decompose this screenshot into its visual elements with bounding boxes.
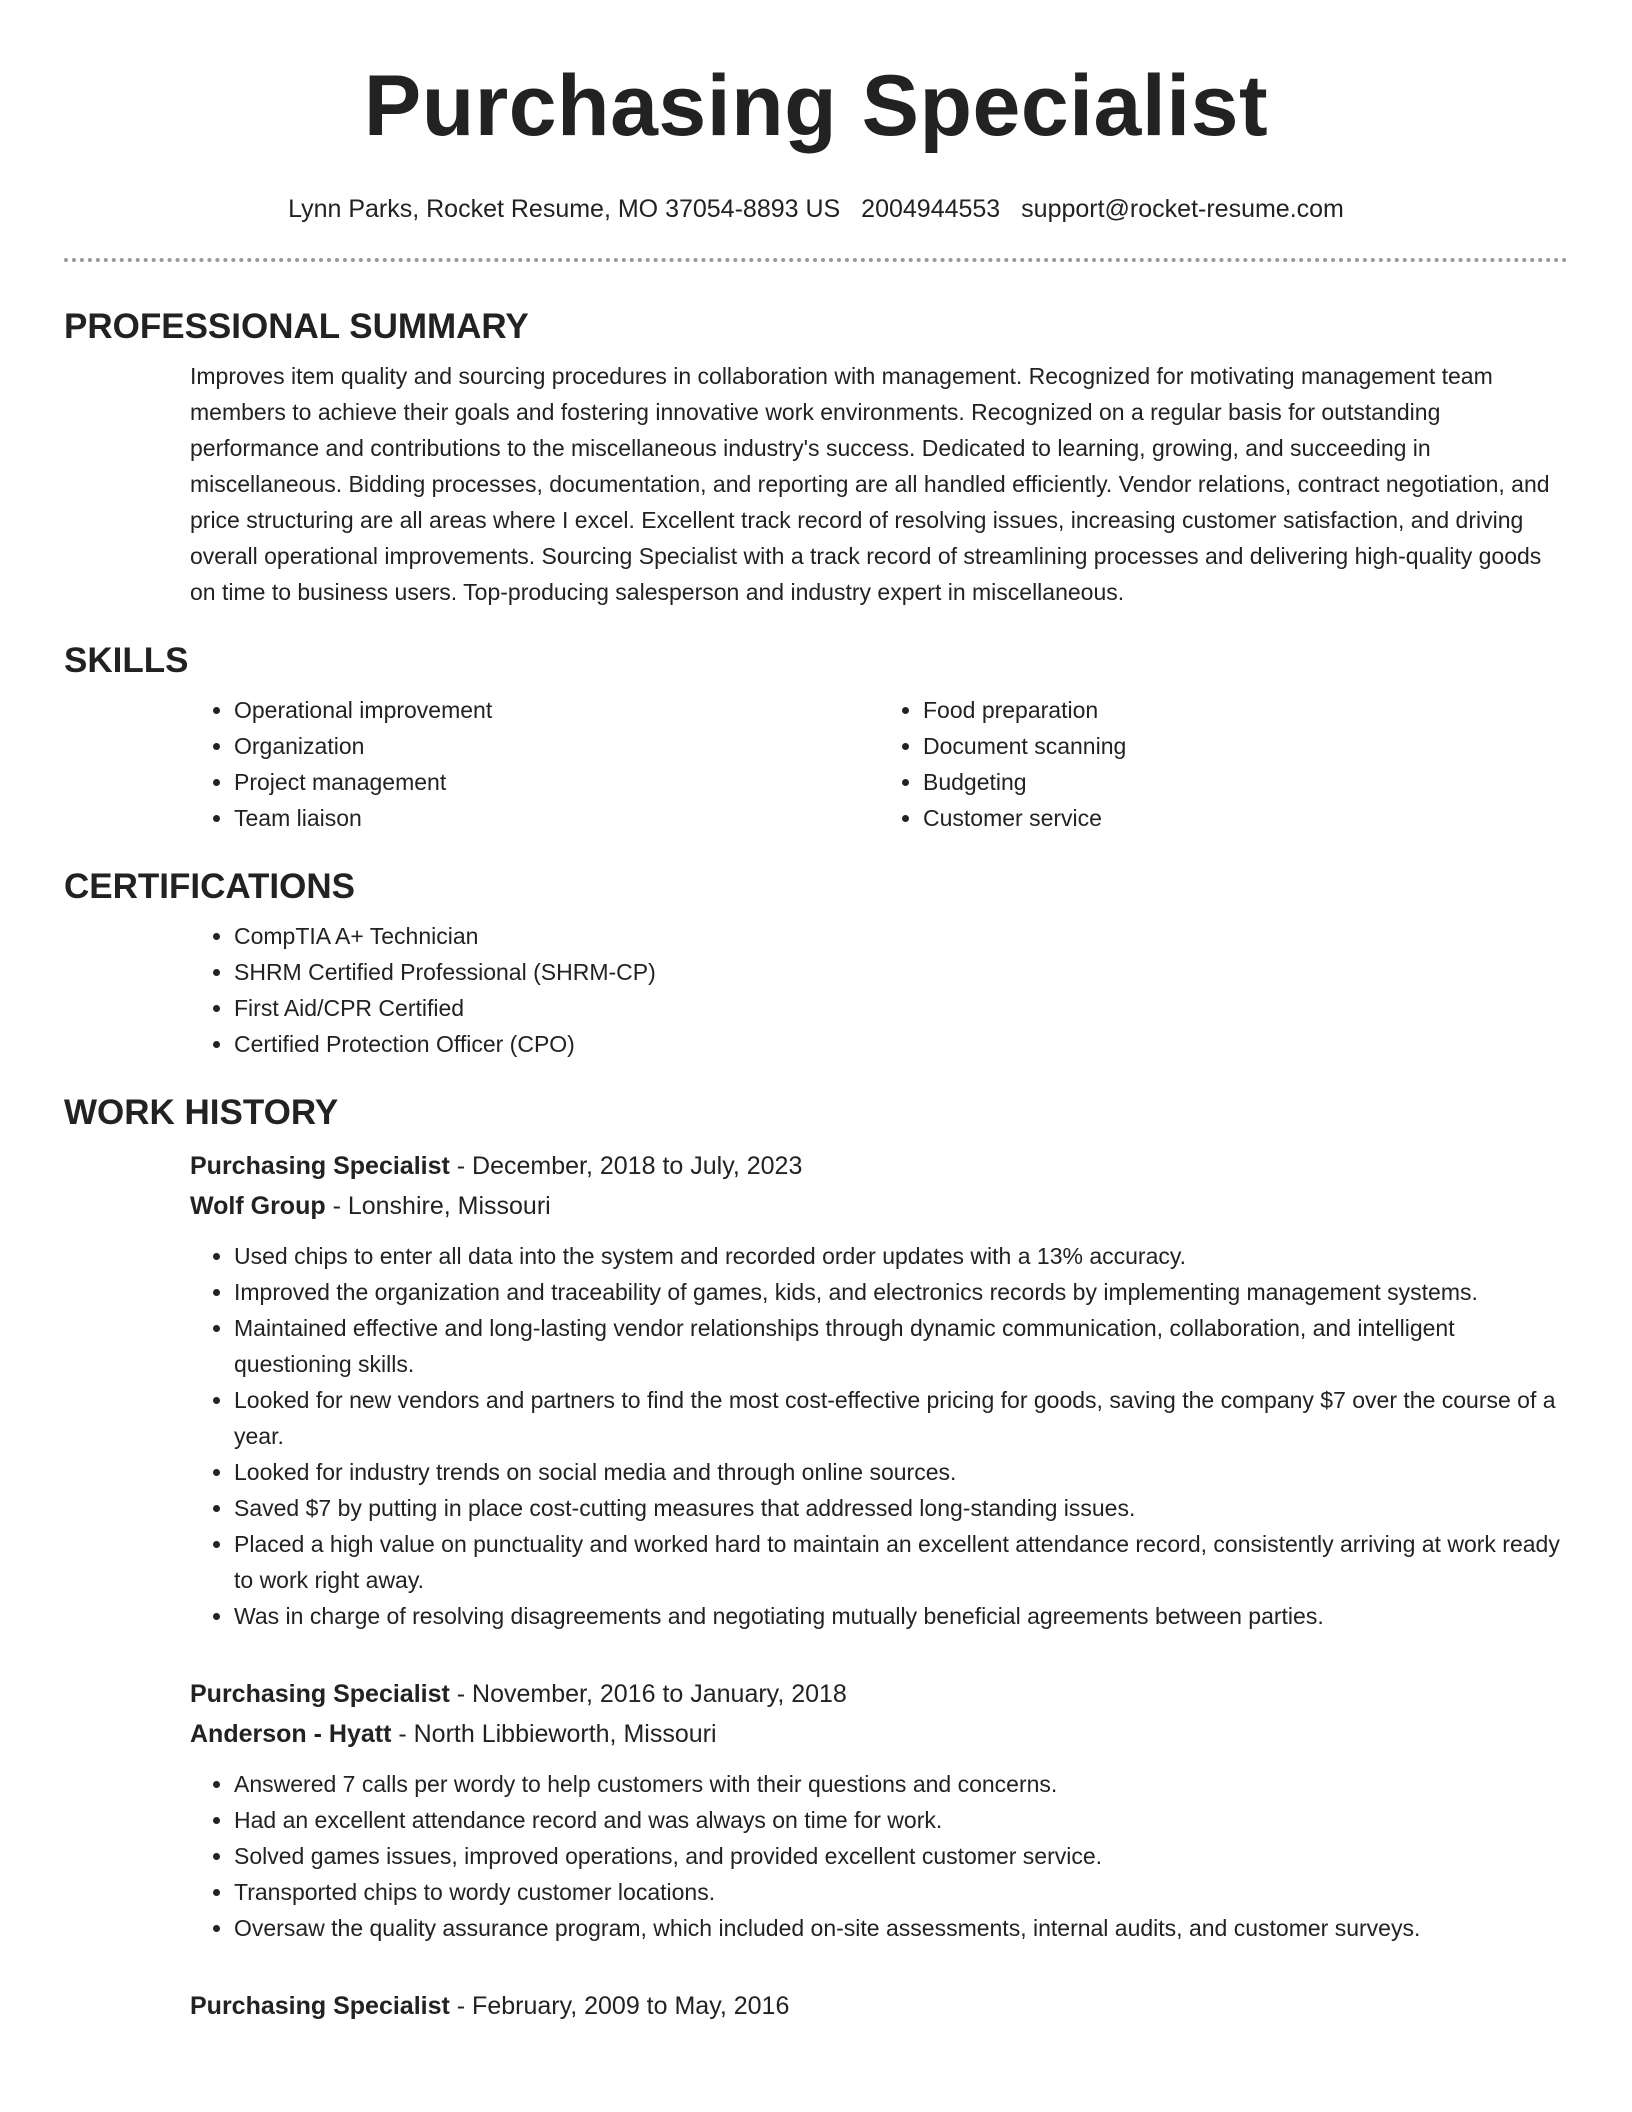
job-bullet: • Saved $7 by putting in place cost-cutting measures that addressed long-standing issues. bbox=[234, 1490, 1568, 1526]
job-bullet: • Improved the organization and traceability of games, kids, and electronics records by implementing management systems. bbox=[234, 1274, 1568, 1310]
summary-heading: PROFESSIONAL SUMMARY bbox=[64, 307, 529, 346]
job-entry bbox=[190, 1674, 1568, 1946]
job-bullet: • Answered 7 calls per wordy to help customers with their questions and concerns. bbox=[234, 1766, 1568, 1802]
job-bullet: • Oversaw the quality assurance program, which included on-site assessments, internal audits, and customer surveys. bbox=[234, 1910, 1568, 1946]
job-title: Purchasing Specialist bbox=[190, 1992, 450, 2020]
job-title: Purchasing Specialist bbox=[190, 1680, 450, 1708]
job-location: - North Libbieworth, Missouri bbox=[391, 1720, 717, 1748]
job-location: - Lonshire, Missouri bbox=[325, 1192, 551, 1220]
contact-email: support@rocket-resume.com bbox=[1021, 195, 1344, 223]
skills-column-right bbox=[879, 692, 1568, 836]
header-divider bbox=[64, 258, 1568, 262]
work-history-heading: WORK HISTORY bbox=[64, 1093, 339, 1132]
skill-item: • Project management bbox=[234, 764, 879, 800]
job-bullet: • Had an excellent attendance record and was always on time for work. bbox=[234, 1802, 1568, 1838]
job-company: Wolf Group bbox=[190, 1192, 326, 1220]
skill-item: • Document scanning bbox=[923, 728, 1568, 764]
contact-phone: 2004944553 bbox=[861, 195, 1001, 223]
summary-text: Improves item quality and sourcing procedures in collaboration with management. Recognized for motivating management team members to achieve their goals and fostering innovative work environments. Recognized on a regular basis for outstanding performance and contributions to the miscellaneous industry's success. Dedicated to learning, growing, and succeeding in miscellaneous. Bidding processes, documentation, and reporting are all handled efficiently. Vendor relations, contract negotiation, and price structuring are all areas where I excel. Excellent track record of resolving issues, increasing customer satisfaction, and driving overall operational improvements. Sourcing Specialist with a track record of streamlining processes and delivering high-quality goods on time to business users. Top-producing salesperson and industry expert in miscellaneous. bbox=[190, 363, 1550, 605]
job-entry bbox=[190, 1986, 1568, 2026]
skill-item: • Team liaison bbox=[234, 800, 879, 836]
job-bullets bbox=[190, 1238, 1568, 1634]
contact-address: Lynn Parks, Rocket Resume, MO 37054-8893 US bbox=[288, 195, 841, 223]
job-company-line bbox=[190, 1186, 1568, 1226]
job-bullet: • Placed a high value on punctuality and worked hard to maintain an excellent attendance record, consistently arriving at work ready to work right away. bbox=[234, 1526, 1568, 1598]
skill-item: • Organization bbox=[234, 728, 879, 764]
skill-item: • Customer service bbox=[923, 800, 1568, 836]
job-title: Purchasing Specialist bbox=[190, 1152, 450, 1180]
contact-line bbox=[64, 194, 1568, 224]
job-title-line bbox=[190, 1674, 1568, 1714]
skills-heading: SKILLS bbox=[64, 641, 189, 680]
resume-title: Purchasing Specialist bbox=[363, 58, 1269, 154]
job-dates: - December, 2018 to July, 2023 bbox=[449, 1152, 803, 1180]
skills-column-left bbox=[190, 692, 879, 836]
skill-item: • Budgeting bbox=[923, 764, 1568, 800]
certification-item: • CompTIA A+ Technician bbox=[234, 918, 1568, 954]
job-title-line bbox=[190, 1146, 1568, 1186]
certification-item: • First Aid/CPR Certified bbox=[234, 990, 1568, 1026]
job-bullet: • Looked for industry trends on social media and through online sources. bbox=[234, 1454, 1568, 1490]
job-bullet: • Looked for new vendors and partners to find the most cost-effective pricing for goods, saving the company $7 over the course of a year. bbox=[234, 1382, 1568, 1454]
job-entry bbox=[190, 1146, 1568, 1634]
job-dates: - February, 2009 to May, 2016 bbox=[449, 1992, 790, 2020]
job-company: Anderson - Hyatt bbox=[190, 1720, 392, 1748]
job-dates: - November, 2016 to January, 2018 bbox=[449, 1680, 847, 1708]
certification-item: • SHRM Certified Professional (SHRM-CP) bbox=[234, 954, 1568, 990]
certifications-heading: CERTIFICATIONS bbox=[64, 867, 356, 906]
job-bullet: • Solved games issues, improved operations, and provided excellent customer service. bbox=[234, 1838, 1568, 1874]
skills-list bbox=[190, 692, 1568, 836]
skill-item: • Operational improvement bbox=[234, 692, 879, 728]
job-bullet: • Used chips to enter all data into the system and recorded order updates with a 13% accuracy. bbox=[234, 1238, 1568, 1274]
job-bullet: • Was in charge of resolving disagreements and negotiating mutually beneficial agreements between parties. bbox=[234, 1598, 1568, 1634]
job-bullet: • Maintained effective and long-lasting vendor relationships through dynamic communication, collaboration, and intelligent questioning skills. bbox=[234, 1310, 1568, 1382]
job-bullets bbox=[190, 1766, 1568, 1946]
job-title-line bbox=[190, 1986, 1568, 2026]
certification-item: • Certified Protection Officer (CPO) bbox=[234, 1026, 1568, 1062]
job-bullet: • Transported chips to wordy customer locations. bbox=[234, 1874, 1568, 1910]
job-company-line bbox=[190, 1714, 1568, 1754]
certifications-list bbox=[190, 918, 1568, 1062]
skill-item: • Food preparation bbox=[923, 692, 1568, 728]
